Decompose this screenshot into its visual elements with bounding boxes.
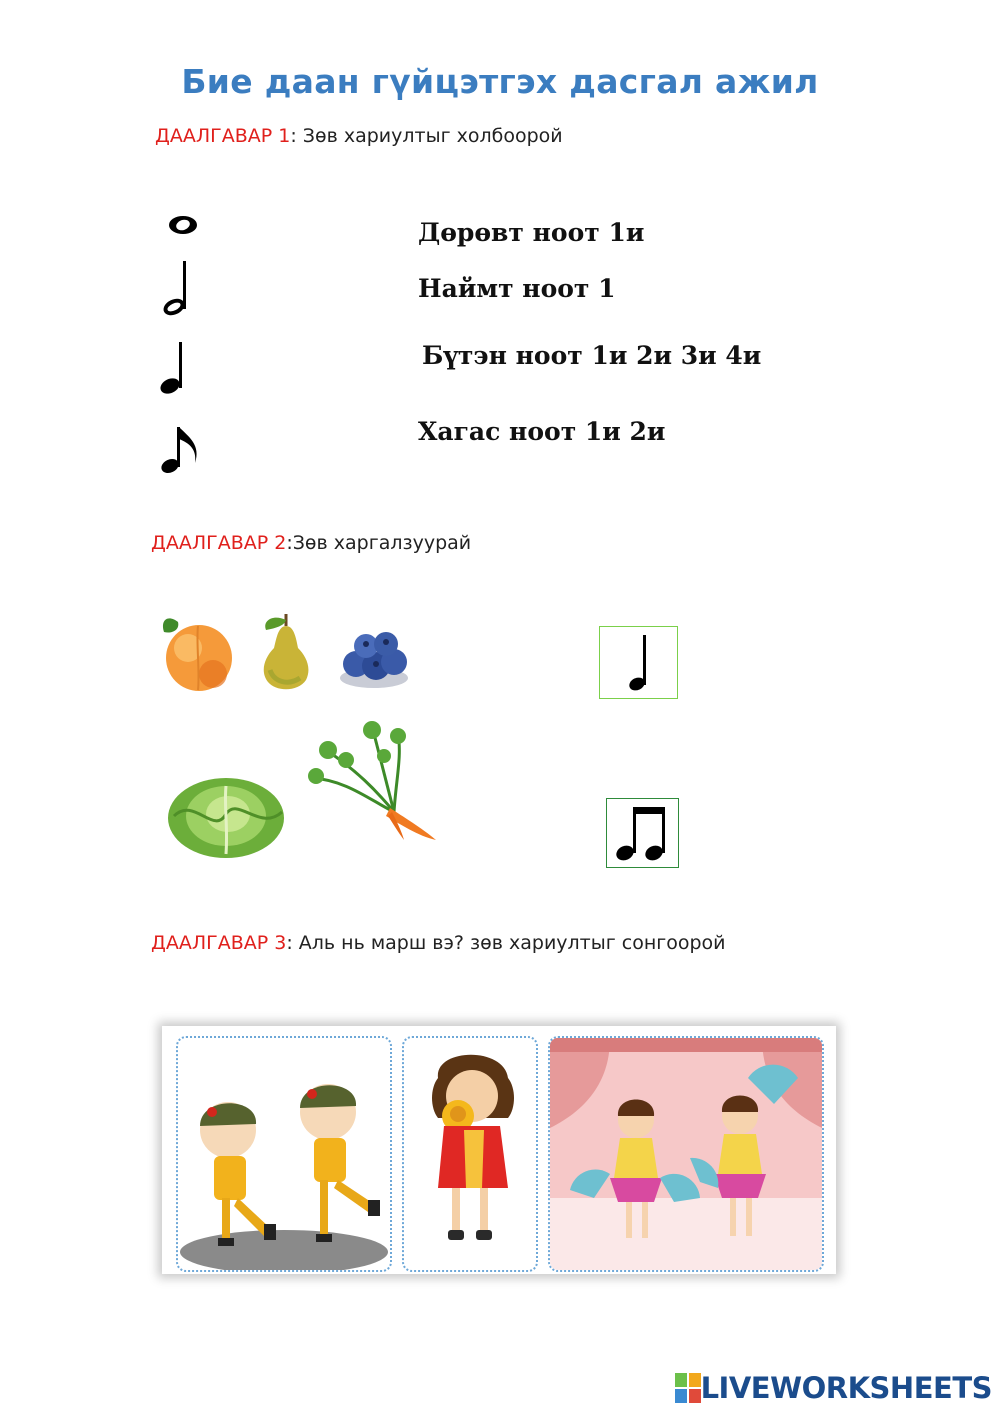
task3-label: ДААЛГАВАР 3	[151, 932, 287, 954]
note-label-1[interactable]: Дөрөвт ноот 1и	[418, 218, 645, 247]
note-symbols[interactable]	[155, 205, 215, 495]
page-title: Бие даан гүйцэтгэх дасгал ажил	[181, 62, 819, 101]
half-note-icon[interactable]	[161, 261, 187, 318]
soldier-right	[300, 1084, 380, 1242]
quarter-note-icon	[600, 627, 677, 698]
soldier-left	[200, 1102, 276, 1246]
task1-label: ДААЛГАВАР 1	[155, 125, 291, 147]
note-label-4[interactable]: Хагас ноот 1и 2и	[418, 417, 666, 446]
quarter-note-icon[interactable]	[158, 342, 182, 397]
task2-label: ДААЛГАВАР 2	[151, 532, 287, 554]
cabbage-icon[interactable]	[164, 766, 289, 861]
carrot-icon[interactable]	[306, 720, 440, 842]
eighth-notes-box[interactable]	[606, 798, 679, 868]
apricot-icon[interactable]	[158, 612, 238, 694]
blueberries-icon[interactable]	[336, 626, 412, 690]
pear-icon[interactable]	[256, 612, 314, 692]
march-picture-strip	[162, 1026, 836, 1274]
liveworksheets-logo-text: LIVEWORKSHEETS	[700, 1371, 992, 1405]
note-label-3[interactable]: Бүтэн ноот 1и 2и 3и 4и	[422, 341, 762, 370]
girl-with-doll-image	[404, 1038, 536, 1270]
task1-heading	[155, 125, 563, 147]
eighth-note-icon[interactable]	[159, 427, 197, 476]
task2-text: :Зөв харгалзуурай	[286, 532, 472, 554]
task3-text: : Аль нь марш вэ? зөв хариултыг сонгоорой	[286, 932, 726, 954]
marching-soldiers-image	[178, 1038, 390, 1270]
task2-heading	[151, 532, 471, 554]
task3-heading	[151, 932, 726, 954]
beamed-eighth-notes-icon	[607, 799, 678, 867]
task1-text: : Зөв хариултыг холбоорой	[290, 125, 563, 147]
marching-soldiers-card[interactable]	[176, 1036, 392, 1272]
note-label-2[interactable]: Наймт ноот 1	[418, 274, 616, 303]
dancing-girls-card[interactable]	[548, 1036, 824, 1272]
dancing-girls-image	[550, 1038, 822, 1270]
quarter-note-box[interactable]	[599, 626, 678, 699]
girl-with-doll-card[interactable]	[402, 1036, 538, 1272]
liveworksheets-logo-icon	[675, 1373, 701, 1403]
liveworksheets-logo[interactable]	[675, 1371, 992, 1405]
whole-note-icon[interactable]	[169, 216, 197, 234]
